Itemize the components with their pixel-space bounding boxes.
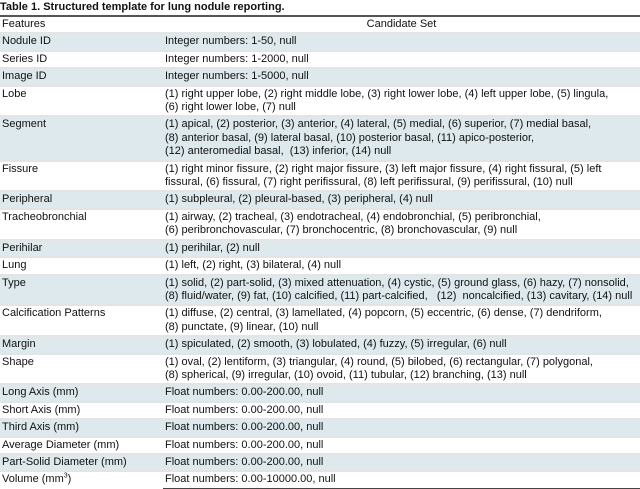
feature-cell bbox=[0, 454, 163, 471]
table-row bbox=[0, 437, 640, 454]
candidate-line: Float numbers: 0.00-200.00, null bbox=[165, 403, 324, 416]
table-row bbox=[0, 209, 640, 240]
candidate-line: (8) anterior basal, (9) lateral basal, (10) posterior basal, (11) apico-posterior, bbox=[165, 131, 535, 144]
candidate-line: (6) right lower lobe, (7) null bbox=[165, 101, 296, 114]
candidate-cell bbox=[163, 116, 640, 160]
candidate-line: fissural, (6) fissural, (7) right perifissural, (8) left perifissural, (9) perifissural, (10) null bbox=[165, 176, 573, 189]
table-row bbox=[0, 191, 640, 208]
table-row bbox=[0, 384, 640, 401]
table-row bbox=[0, 86, 640, 117]
candidate-line: (1) perihilar, (2) null bbox=[165, 241, 260, 254]
candidate-cell bbox=[163, 191, 640, 208]
table-row bbox=[0, 240, 640, 257]
feature-label: Shape bbox=[2, 355, 34, 368]
feature-label: Peripheral bbox=[2, 193, 53, 206]
candidate-line: (1) left, (2) right, (3) bilateral, (4) null bbox=[165, 259, 342, 272]
feature-cell bbox=[0, 51, 163, 68]
table-caption: Table 1. Structured template for lung nodule reporting. bbox=[0, 1, 285, 13]
candidate-cell bbox=[163, 419, 640, 436]
table-row bbox=[0, 51, 640, 68]
feature-label: Calcification Patterns bbox=[2, 307, 106, 320]
candidate-line: Float numbers: 0.00-10000.00, null bbox=[165, 473, 336, 486]
nodule-template-table bbox=[0, 15, 640, 489]
header-features: Features bbox=[2, 18, 46, 30]
table-row bbox=[0, 419, 640, 436]
feature-cell bbox=[0, 384, 163, 401]
table-row bbox=[0, 257, 640, 274]
table-row bbox=[0, 354, 640, 385]
feature-label: Perihilar bbox=[2, 241, 43, 254]
header-candidate-set: Candidate Set bbox=[366, 18, 437, 30]
candidate-line: (1) right minor fissure, (2) right major fissure, (3) left major fissure, (4) right fissural, (5) left bbox=[165, 162, 602, 175]
candidate-line: (12) anteromedial basal, (13) inferior, (14) null bbox=[165, 145, 392, 158]
candidate-cell bbox=[163, 305, 640, 336]
candidate-cell bbox=[163, 257, 640, 274]
table-row bbox=[0, 454, 640, 471]
table-row bbox=[0, 161, 640, 192]
candidate-line: (6) peribronchovascular, (7) bronchocentric, (8) bronchovascular, (9) null bbox=[165, 224, 518, 237]
feature-label: Type bbox=[2, 276, 26, 289]
feature-cell bbox=[0, 402, 163, 419]
feature-label: Lung bbox=[2, 259, 27, 272]
feature-cell bbox=[0, 191, 163, 208]
candidate-cell bbox=[163, 437, 640, 454]
feature-cell bbox=[0, 68, 163, 85]
candidate-line: Float numbers: 0.00-200.00, null bbox=[165, 455, 324, 468]
candidate-cell bbox=[163, 33, 640, 50]
feature-label: Series ID bbox=[2, 52, 48, 65]
feature-label: Lobe bbox=[2, 87, 27, 100]
feature-label: Average Diameter (mm) bbox=[2, 438, 120, 451]
table-row bbox=[0, 305, 640, 336]
candidate-line: (1) oval, (2) lentiform, (3) triangular, (4) round, (5) bilobed, (6) rectangular, (7) polygonal, bbox=[165, 355, 593, 368]
table-row bbox=[0, 275, 640, 306]
candidate-line: (8) spherical, (9) irregular, (10) ovoid, (11) tubular, (12) branching, (13) null bbox=[165, 368, 527, 381]
feature-label: Image ID bbox=[2, 70, 47, 83]
feature-cell bbox=[0, 257, 163, 274]
header-row bbox=[0, 16, 640, 33]
candidate-cell bbox=[163, 240, 640, 257]
feature-cell bbox=[0, 161, 163, 192]
feature-label: Fissure bbox=[2, 162, 39, 175]
table-row bbox=[0, 116, 640, 160]
candidate-cell bbox=[163, 454, 640, 471]
feature-cell bbox=[0, 116, 163, 160]
candidate-line: (1) airway, (2) tracheal, (3) endotracheal, (4) endobronchial, (5) peribronchial, bbox=[165, 210, 541, 223]
candidate-cell bbox=[163, 354, 640, 385]
table-row bbox=[0, 33, 640, 50]
candidate-line: Integer numbers: 1-2000, null bbox=[165, 52, 309, 65]
table-row bbox=[0, 336, 640, 353]
feature-cell bbox=[0, 419, 163, 436]
candidate-line: Float numbers: 0.00-200.00, null bbox=[165, 386, 324, 399]
feature-cell bbox=[0, 275, 163, 306]
feature-cell bbox=[0, 354, 163, 385]
feature-cell bbox=[0, 471, 163, 488]
table-row bbox=[0, 471, 640, 488]
candidate-cell bbox=[163, 336, 640, 353]
feature-label: Tracheobronchial bbox=[2, 210, 87, 223]
candidate-line: Integer numbers: 1-5000, null bbox=[165, 70, 309, 83]
candidate-cell bbox=[163, 402, 640, 419]
feature-superscript: 3 bbox=[63, 472, 68, 480]
feature-cell bbox=[0, 437, 163, 454]
feature-suffix: ) bbox=[67, 473, 72, 486]
candidate-line: (1) solid, (2) part-solid, (3) mixed attenuation, (4) cystic, (5) ground glass, (6) hazy, (7) nonsolid, bbox=[165, 276, 629, 289]
candidate-cell bbox=[163, 68, 640, 85]
feature-cell bbox=[0, 86, 163, 117]
candidate-line: Integer numbers: 1-50, null bbox=[165, 35, 297, 48]
feature-cell bbox=[0, 33, 163, 50]
feature-label: Volume (mm bbox=[2, 473, 64, 486]
table-row bbox=[0, 68, 640, 85]
candidate-cell bbox=[163, 86, 640, 117]
feature-label: Nodule ID bbox=[2, 35, 51, 48]
candidate-cell bbox=[163, 384, 640, 401]
feature-label: Segment bbox=[2, 118, 47, 131]
candidate-line: (1) right upper lobe, (2) right middle lobe, (3) right lower lobe, (4) left upper lobe, (5) lingula, bbox=[165, 87, 609, 100]
feature-cell bbox=[0, 336, 163, 353]
feature-label: Third Axis (mm) bbox=[2, 421, 79, 434]
candidate-line: (8) fluid/water, (9) fat, (10) calcified, (11) part-calcified, (12) noncalcified, (13) cavitary, (14) null bbox=[165, 289, 633, 302]
candidate-cell bbox=[163, 275, 640, 306]
feature-label: Short Axis (mm) bbox=[2, 403, 81, 416]
candidate-line: (1) diffuse, (2) central, (3) lamellated, (4) popcorn, (5) eccentric, (6) dense, (7) dendriform, bbox=[165, 307, 602, 320]
table-row bbox=[0, 402, 640, 419]
feature-label: Margin bbox=[2, 338, 36, 351]
feature-label: Long Axis (mm) bbox=[2, 386, 79, 399]
candidate-cell bbox=[163, 161, 640, 192]
feature-cell bbox=[0, 305, 163, 336]
candidate-line: Float numbers: 0.00-200.00, null bbox=[165, 421, 324, 434]
candidate-line: (1) spiculated, (2) smooth, (3) lobulated, (4) fuzzy, (5) irregular, (6) null bbox=[165, 338, 507, 351]
candidate-cell bbox=[163, 471, 640, 488]
candidate-line: Float numbers: 0.00-200.00, null bbox=[165, 438, 324, 451]
candidate-cell bbox=[163, 209, 640, 240]
candidate-line: (8) punctate, (9) linear, (10) null bbox=[165, 320, 319, 333]
candidate-cell bbox=[163, 51, 640, 68]
candidate-line: (1) subpleural, (2) pleural-based, (3) peripheral, (4) null bbox=[165, 193, 433, 206]
feature-cell bbox=[0, 209, 163, 240]
candidate-line: (1) apical, (2) posterior, (3) anterior, (4) lateral, (5) medial, (6) superior, (7) medial basal, bbox=[165, 118, 592, 131]
feature-cell bbox=[0, 240, 163, 257]
feature-label: Part-Solid Diameter (mm) bbox=[2, 455, 127, 468]
